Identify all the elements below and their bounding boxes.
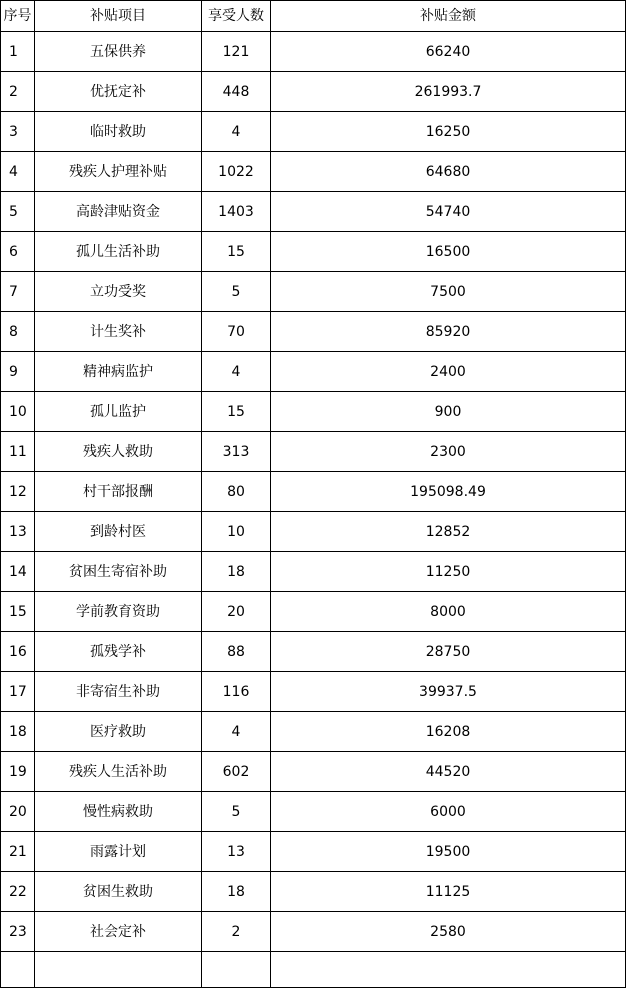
header-item: 补贴项目: [35, 1, 202, 32]
table-row: [1, 912, 626, 952]
cell-amount: 7500: [271, 272, 626, 312]
cell-index: 11: [1, 432, 35, 472]
cell-count: 15: [202, 232, 271, 272]
cell-item: 慢性病救助: [35, 792, 202, 832]
cell-index: 10: [1, 392, 35, 432]
cell-item: 高龄津贴资金: [35, 192, 202, 232]
cell-amount: 16500: [271, 232, 626, 272]
cell-amount: 2580: [271, 912, 626, 952]
table-row: [1, 832, 626, 872]
cell-index: 9: [1, 352, 35, 392]
cell-item: 贫困生寄宿补助: [35, 552, 202, 592]
table-row: [1, 512, 626, 552]
empty-cell: [202, 952, 271, 988]
cell-count: 602: [202, 752, 271, 792]
table-row: [1, 272, 626, 312]
cell-item: 立功受奖: [35, 272, 202, 312]
cell-amount: 16208: [271, 712, 626, 752]
table-row: [1, 552, 626, 592]
table-body: [1, 32, 626, 988]
cell-amount: 64680: [271, 152, 626, 192]
cell-index: 14: [1, 552, 35, 592]
cell-item: 五保供养: [35, 32, 202, 72]
header-index: 序号: [1, 1, 35, 32]
cell-count: 13: [202, 832, 271, 872]
table-row: [1, 472, 626, 512]
header-row: [1, 1, 626, 32]
cell-index: 19: [1, 752, 35, 792]
cell-amount: 16250: [271, 112, 626, 152]
cell-count: 4: [202, 112, 271, 152]
cell-count: 4: [202, 712, 271, 752]
cell-amount: 8000: [271, 592, 626, 632]
cell-count: 70: [202, 312, 271, 352]
table-row-empty: [1, 952, 626, 988]
cell-amount: 6000: [271, 792, 626, 832]
cell-index: 20: [1, 792, 35, 832]
cell-count: 1403: [202, 192, 271, 232]
cell-index: 15: [1, 592, 35, 632]
cell-item: 医疗救助: [35, 712, 202, 752]
cell-item: 贫困生救助: [35, 872, 202, 912]
empty-cell: [271, 952, 626, 988]
cell-amount: 261993.7: [271, 72, 626, 112]
cell-item: 残疾人救助: [35, 432, 202, 472]
table-row: [1, 872, 626, 912]
cell-item: 社会定补: [35, 912, 202, 952]
cell-amount: 900: [271, 392, 626, 432]
cell-item: 学前教育资助: [35, 592, 202, 632]
cell-index: 17: [1, 672, 35, 712]
cell-amount: 195098.49: [271, 472, 626, 512]
cell-item: 村干部报酬: [35, 472, 202, 512]
cell-amount: 11125: [271, 872, 626, 912]
cell-index: 16: [1, 632, 35, 672]
table-row: [1, 632, 626, 672]
empty-cell: [35, 952, 202, 988]
cell-count: 116: [202, 672, 271, 712]
cell-count: 10: [202, 512, 271, 552]
cell-count: 2: [202, 912, 271, 952]
cell-index: 3: [1, 112, 35, 152]
cell-item: 非寄宿生补助: [35, 672, 202, 712]
cell-index: 21: [1, 832, 35, 872]
cell-amount: 85920: [271, 312, 626, 352]
cell-index: 2: [1, 72, 35, 112]
cell-item: 到龄村医: [35, 512, 202, 552]
table-row: [1, 192, 626, 232]
table-row: [1, 112, 626, 152]
cell-index: 4: [1, 152, 35, 192]
cell-amount: 11250: [271, 552, 626, 592]
cell-count: 5: [202, 272, 271, 312]
cell-amount: 66240: [271, 32, 626, 72]
cell-index: 5: [1, 192, 35, 232]
cell-count: 4: [202, 352, 271, 392]
cell-amount: 39937.5: [271, 672, 626, 712]
table-row: [1, 592, 626, 632]
table-row: [1, 232, 626, 272]
cell-item: 孤儿监护: [35, 392, 202, 432]
empty-cell: [1, 952, 35, 988]
cell-index: 12: [1, 472, 35, 512]
header-count: 享受人数: [202, 1, 271, 32]
cell-index: 18: [1, 712, 35, 752]
table-row: [1, 72, 626, 112]
cell-index: 23: [1, 912, 35, 952]
table-row: [1, 752, 626, 792]
cell-amount: 44520: [271, 752, 626, 792]
cell-item: 残疾人护理补贴: [35, 152, 202, 192]
cell-item: 孤儿生活补助: [35, 232, 202, 272]
cell-index: 13: [1, 512, 35, 552]
cell-item: 雨露计划: [35, 832, 202, 872]
table-row: [1, 392, 626, 432]
cell-amount: 2300: [271, 432, 626, 472]
cell-index: 22: [1, 872, 35, 912]
table-row: [1, 312, 626, 352]
cell-item: 优抚定补: [35, 72, 202, 112]
cell-count: 1022: [202, 152, 271, 192]
cell-amount: 2400: [271, 352, 626, 392]
cell-item: 计生奖补: [35, 312, 202, 352]
cell-count: 80: [202, 472, 271, 512]
cell-count: 18: [202, 872, 271, 912]
cell-item: 残疾人生活补助: [35, 752, 202, 792]
cell-count: 121: [202, 32, 271, 72]
cell-index: 8: [1, 312, 35, 352]
cell-amount: 28750: [271, 632, 626, 672]
cell-count: 448: [202, 72, 271, 112]
table-row: [1, 352, 626, 392]
cell-count: 15: [202, 392, 271, 432]
cell-index: 1: [1, 32, 35, 72]
cell-count: 5: [202, 792, 271, 832]
cell-index: 7: [1, 272, 35, 312]
table-row: [1, 152, 626, 192]
table-row: [1, 32, 626, 72]
cell-amount: 12852: [271, 512, 626, 552]
table-row: [1, 792, 626, 832]
cell-item: 精神病监护: [35, 352, 202, 392]
cell-amount: 54740: [271, 192, 626, 232]
cell-count: 88: [202, 632, 271, 672]
table-row: [1, 672, 626, 712]
cell-count: 20: [202, 592, 271, 632]
cell-index: 6: [1, 232, 35, 272]
cell-count: 18: [202, 552, 271, 592]
cell-amount: 19500: [271, 832, 626, 872]
cell-item: 临时救助: [35, 112, 202, 152]
header-amount: 补贴金额: [271, 1, 626, 32]
cell-item: 孤残学补: [35, 632, 202, 672]
table-row: [1, 712, 626, 752]
cell-count: 313: [202, 432, 271, 472]
table-row: [1, 432, 626, 472]
